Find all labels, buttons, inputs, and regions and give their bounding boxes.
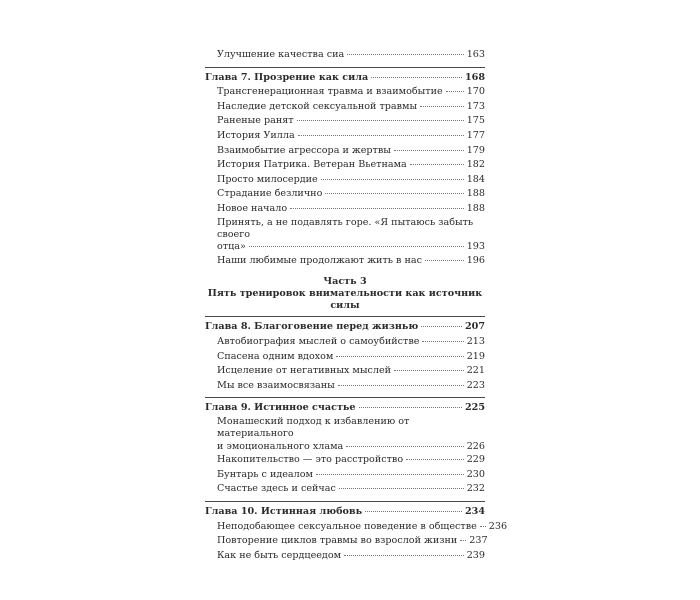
chapter-divider: [205, 67, 485, 68]
chapter-divider: [205, 501, 485, 502]
toc-entry: [205, 114, 485, 129]
toc-entry-title-line1: Принять, а не подавлять горе. «Я пытаюсь забыть своего: [217, 216, 474, 240]
dot-leader: [425, 260, 464, 261]
toc-chapter: [205, 401, 485, 416]
toc-entry-title: История Патрика. Ветеран Вьетнама: [217, 159, 407, 171]
dot-leader: [406, 459, 464, 460]
dot-leader: [365, 511, 462, 512]
toc-entry-page: 236: [488, 520, 508, 532]
toc-entry: [205, 85, 485, 100]
chapter-divider: [205, 397, 485, 398]
dot-leader: [336, 356, 463, 357]
toc-chapter: [205, 71, 485, 86]
toc-entry: [205, 187, 485, 202]
toc-entry-title: Взаимобытие агрессора и жертвы: [217, 144, 391, 156]
dot-leader: [249, 246, 464, 247]
toc-entry-wrapped: [205, 416, 485, 453]
toc-entry-page: 230: [466, 468, 485, 480]
dot-leader: [359, 407, 462, 408]
toc-entry-title-line2: и эмоционального хлама: [217, 440, 344, 452]
toc-entry-page: 193: [466, 241, 485, 253]
dot-leader: [420, 106, 464, 107]
toc-entry-title: Как не быть сердцеедом: [217, 549, 342, 561]
toc-entry-title: Наши любимые продолжают жить в нас: [217, 254, 422, 266]
dot-leader: [290, 208, 464, 209]
toc-entry-title: Накопительство — это расстройство: [217, 454, 404, 466]
toc-entry: [205, 48, 485, 63]
toc-chapter-page: 234: [464, 505, 485, 517]
toc-entry-title: Счастье здесь и сейчас: [217, 483, 336, 495]
toc-chapter-page: 225: [464, 402, 485, 414]
toc-entry-wrapped: [205, 217, 485, 254]
toc-entry-title: Наследие детской сексуальной травмы: [217, 100, 418, 112]
toc-entry-title: Мы все взаимосвязаны: [217, 379, 335, 391]
dot-leader: [480, 526, 486, 527]
toc-entry-title: Исцеление от негативных мыслей: [217, 365, 392, 377]
toc-entry-title: История Уилла: [217, 129, 295, 141]
toc-entry: [205, 173, 485, 188]
toc-entry-title: Улучшение качества сиа: [217, 49, 345, 60]
toc-entry-page: 170: [466, 86, 485, 98]
toc-entry-page: 239: [466, 549, 485, 561]
toc-entry: [205, 254, 485, 269]
toc-entry: [205, 453, 485, 468]
dot-leader: [446, 91, 464, 92]
toc-entry-page: 226: [466, 440, 485, 452]
toc-entry-title: Бунтарь с идеалом: [217, 468, 313, 480]
toc-chapter-title: Глава 8. Благоговение перед жизнью: [205, 321, 419, 333]
toc-entry-title: Страдание безлично: [217, 188, 323, 200]
toc-entry: [205, 350, 485, 365]
toc-entry: [205, 100, 485, 115]
toc-chapter-title: Глава 10. Истинная любовь: [205, 505, 363, 517]
toc-entry-page: 173: [466, 100, 485, 112]
dot-leader: [422, 341, 463, 342]
toc-entry: [205, 202, 485, 217]
toc-entry-page: 219: [466, 350, 485, 362]
toc-entry-title: Неподобающее сексуальное поведение в обществе: [217, 520, 477, 532]
dot-leader: [460, 540, 466, 541]
dot-leader: [316, 474, 464, 475]
toc-entry-page: 182: [466, 159, 485, 171]
part-title: Часть 3: [323, 276, 367, 288]
toc-entry: [205, 364, 485, 379]
toc-chapter-page: 168: [464, 71, 485, 83]
dot-leader: [421, 326, 462, 327]
toc-entry: [205, 534, 488, 549]
toc-entry-page: 163: [466, 49, 485, 60]
dot-leader: [298, 135, 464, 136]
toc-entry-title: Раненые ранят: [217, 115, 294, 127]
dot-leader: [394, 150, 464, 151]
dot-leader: [321, 179, 464, 180]
toc-chapter: [205, 320, 485, 335]
toc-entry-page: 179: [466, 144, 485, 156]
dot-leader: [338, 385, 464, 386]
toc-entry: [205, 158, 485, 173]
toc-entry-page: 229: [466, 454, 485, 466]
toc-entry-page: 188: [466, 202, 485, 214]
toc-entry: [205, 468, 485, 483]
table-of-contents: [205, 48, 508, 563]
toc-entry-page: 175: [466, 115, 485, 127]
toc-entry-title: Трансгенерационная травма и взаимобытие: [217, 86, 443, 98]
toc-entry-page: 213: [466, 335, 485, 347]
toc-entry: [205, 335, 485, 350]
toc-entry-page: 232: [466, 483, 485, 495]
toc-entry-title-line1: Монашеский подход к избавлению от материального: [217, 415, 410, 440]
dot-leader: [347, 54, 463, 55]
toc-entry-page: 237: [469, 535, 488, 547]
dot-leader: [344, 555, 464, 556]
dot-leader: [339, 488, 464, 489]
dot-leader: [325, 193, 463, 194]
toc-entry: [205, 520, 508, 535]
toc-entry-page: 196: [466, 254, 485, 266]
dot-leader: [346, 446, 463, 447]
toc-chapter-title: Глава 9. Истинное счастье: [205, 402, 356, 414]
chapter-divider: [205, 316, 485, 317]
toc-entry-page: 221: [466, 365, 485, 377]
toc-entry-page: 177: [466, 129, 485, 141]
toc-entry-page: 184: [466, 173, 485, 185]
toc-entry-title: Просто милосердие: [217, 173, 318, 185]
toc-chapter: [205, 505, 485, 520]
toc-chapter-page: 207: [464, 321, 485, 333]
toc-entry-title: Автобиография мыслей о самоубийстве: [217, 335, 420, 347]
toc-entry-title-line2: отца»: [217, 241, 246, 253]
dot-leader: [297, 120, 464, 121]
toc-entry: [205, 482, 485, 497]
toc-entry-page: 188: [466, 188, 485, 200]
dot-leader: [410, 164, 464, 165]
toc-entry-title: Повторение циклов травмы во взрослой жизни: [217, 535, 458, 547]
toc-entry-page: 223: [466, 379, 485, 391]
toc-entry: [205, 549, 485, 564]
toc-entry: [205, 129, 485, 144]
toc-entry: [205, 379, 485, 394]
toc-entry-title: Новое начало: [217, 202, 288, 214]
toc-entry: [205, 144, 485, 159]
toc-chapter-title: Глава 7. Прозрение как сила: [205, 71, 369, 83]
dot-leader: [394, 370, 464, 371]
toc-entry-title: Спасена одним вдохом: [217, 350, 334, 362]
dot-leader: [371, 77, 462, 78]
part-subtitle: Пять тренировок внимательности как источник силы: [207, 288, 483, 312]
